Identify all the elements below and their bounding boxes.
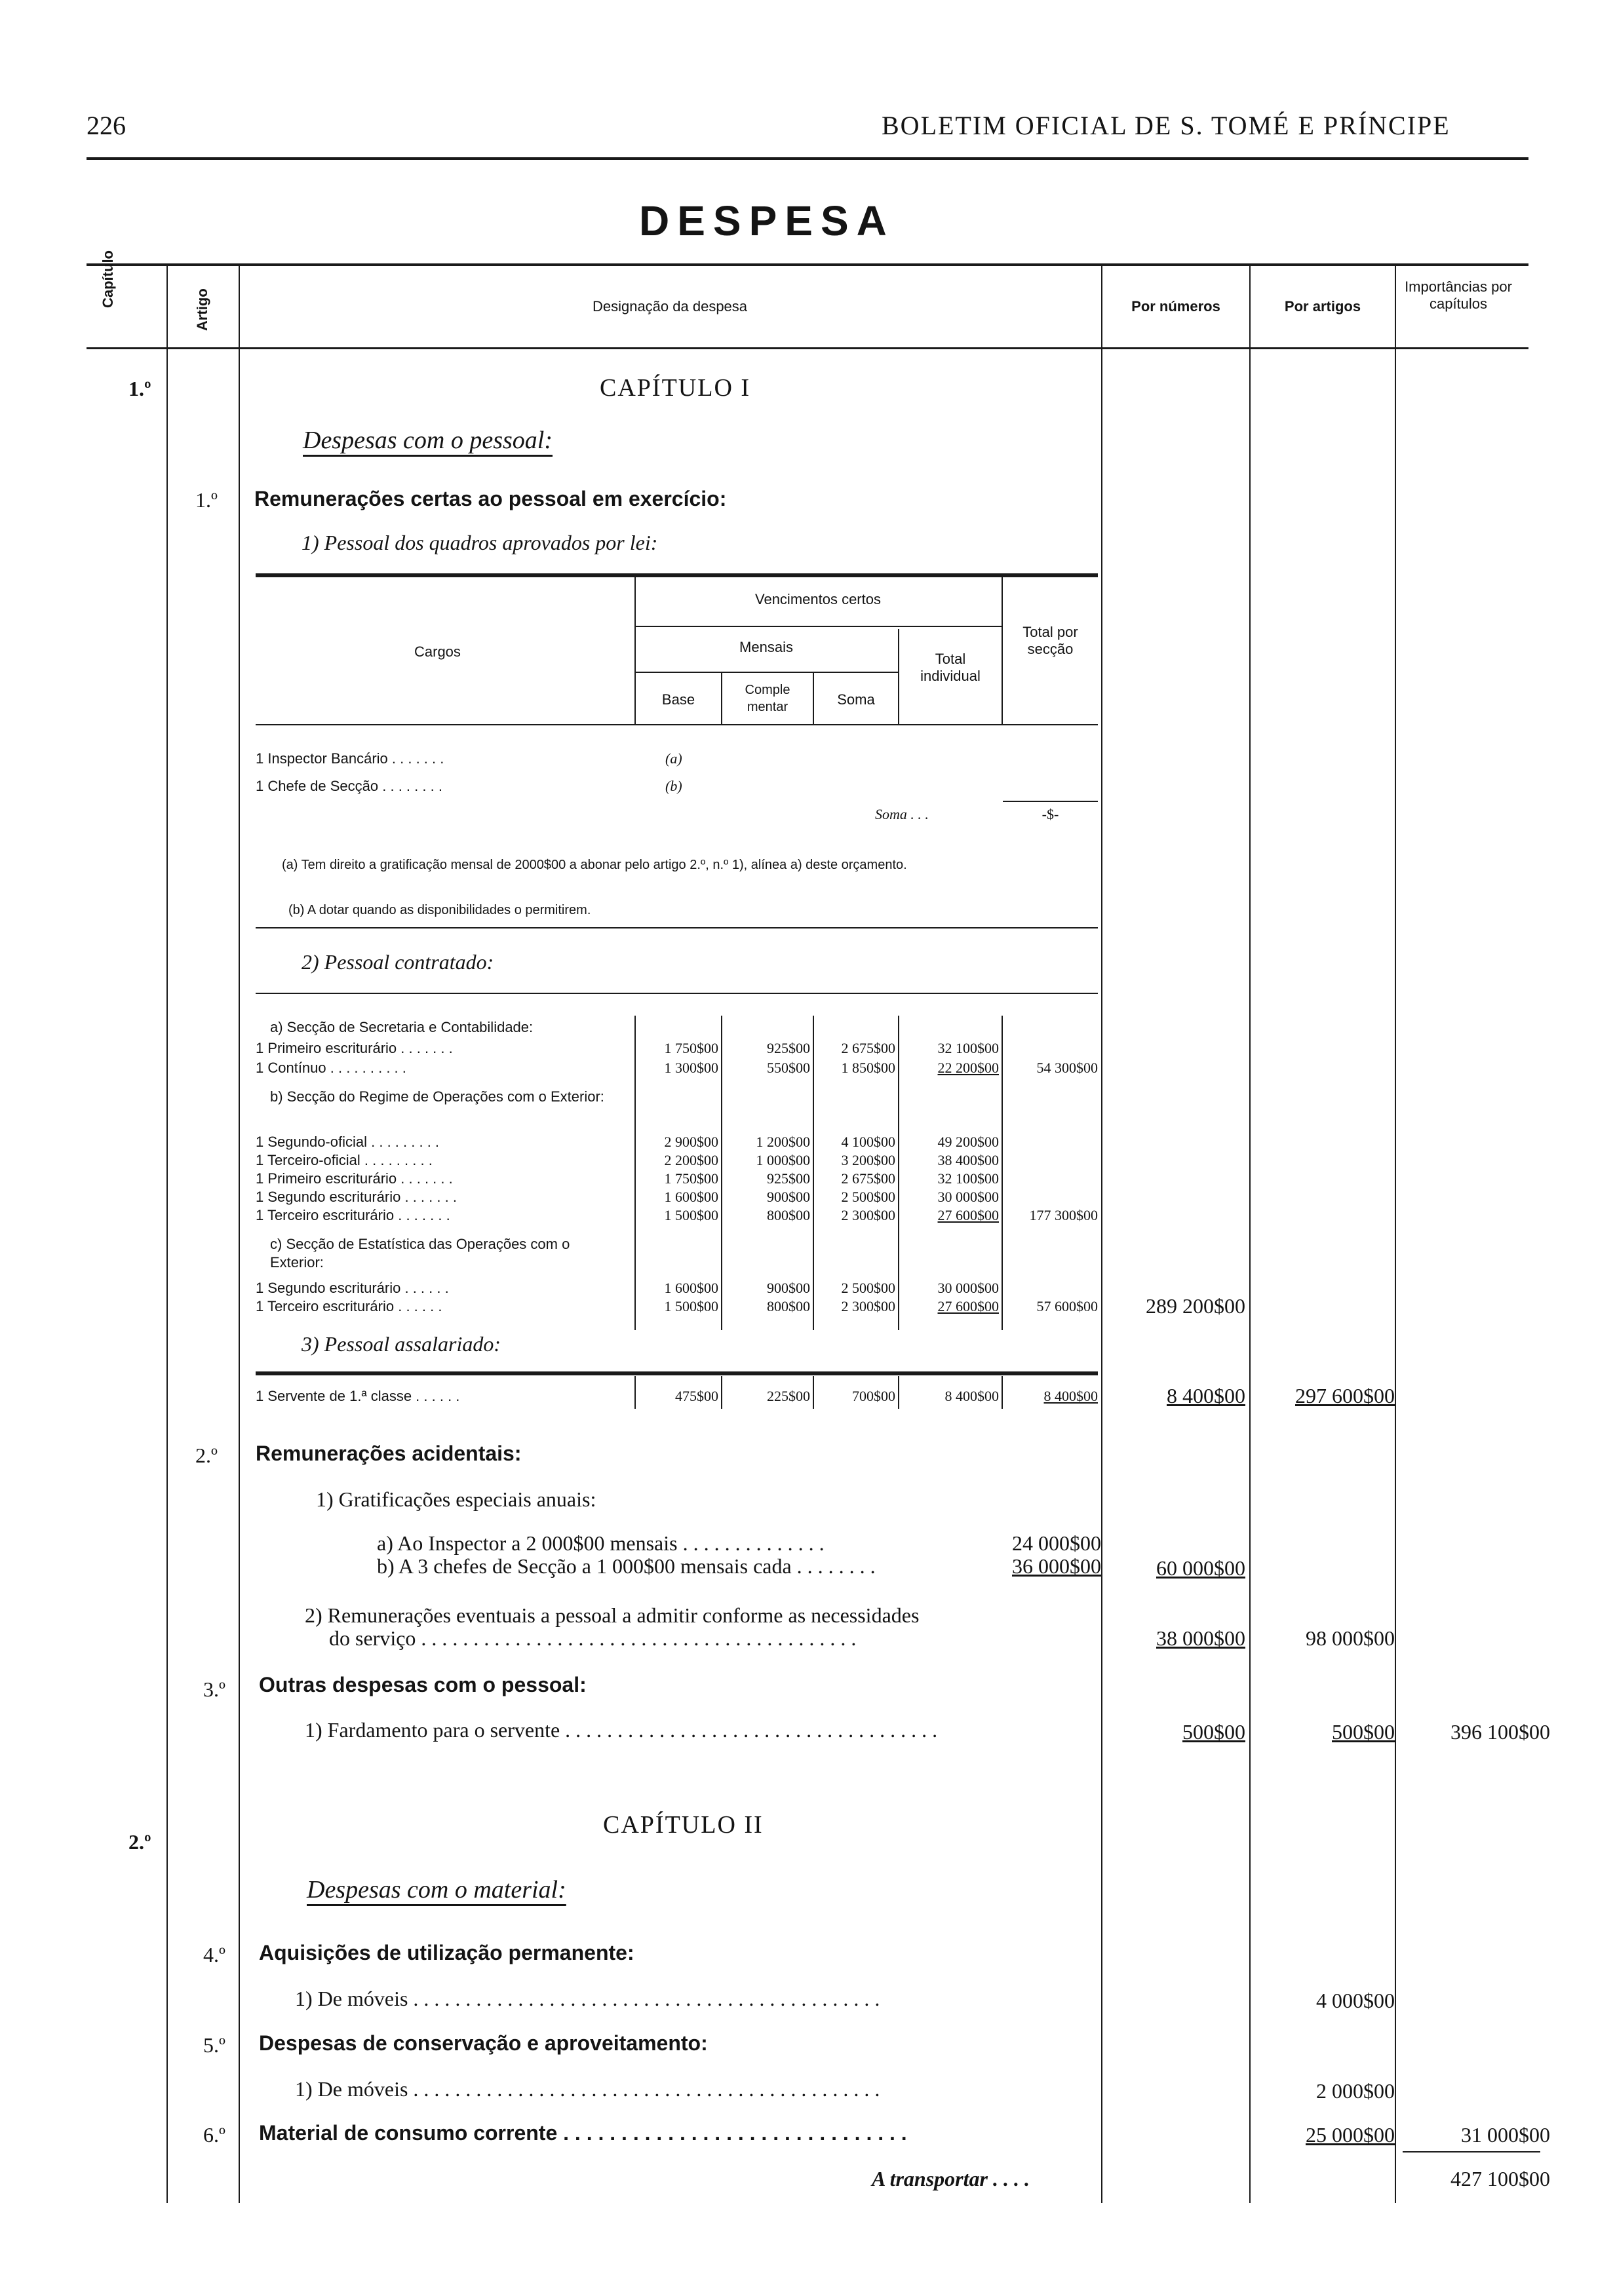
contratado-total: 289 200$00 bbox=[1146, 1294, 1245, 1318]
gratificacao-total: 60 000$00 bbox=[1156, 1556, 1245, 1580]
staff-row-soma: 2 500$00 bbox=[841, 1189, 895, 1205]
article-4-title: Aquisições de utilização permanente: bbox=[259, 1941, 634, 1964]
staff-row-base: 475$00 bbox=[675, 1388, 718, 1404]
quadro-head-base: Base bbox=[661, 691, 695, 708]
staff-row-total: 30 000$00 bbox=[937, 1189, 999, 1205]
header-rule bbox=[87, 157, 1528, 160]
staff-row-total: 27 600$00 bbox=[937, 1298, 999, 1314]
staff-row-soma: 4 100$00 bbox=[841, 1134, 895, 1150]
chapter-1-number: 1.º bbox=[128, 377, 151, 400]
staff-row-total: 22 200$00 bbox=[937, 1060, 999, 1076]
staff-row-label: 1 Terceiro escriturário . . . . . . bbox=[256, 1298, 442, 1314]
chapter-2-total: 31 000$00 bbox=[1461, 2123, 1550, 2147]
col-head-artigo: Artigo bbox=[194, 288, 210, 331]
group-a-title: a) Secção de Secretaria e Contabilidade: bbox=[270, 1019, 534, 1035]
article-1-number: 1.º bbox=[195, 488, 218, 512]
article-4-sub1: 1) De móveis . . . . . . . . . . . . . . . . . . . . . . . . . . . . . . . . . . . . . . . . . . . . . bbox=[295, 1987, 880, 2010]
quadro-head-compl: Complementar bbox=[745, 683, 790, 714]
table-header-rule bbox=[87, 347, 1528, 349]
article-2-sub1: 1) Gratificações especiais anuais: bbox=[316, 1487, 596, 1511]
col-head-importancias: Importâncias por capítulos bbox=[1405, 278, 1512, 312]
gratificacao-a-label: a) Ao Inspector a 2 000$00 mensais . . . . . . . . . . . . . . bbox=[377, 1531, 825, 1555]
col-divider-artigo bbox=[239, 263, 240, 2203]
staff-row-total: 27 600$00 bbox=[937, 1207, 999, 1223]
staff-row-total: 8 400$00 bbox=[944, 1388, 999, 1404]
staff-row-compl: 800$00 bbox=[767, 1298, 810, 1314]
quadro-head-soma: Soma bbox=[837, 691, 875, 708]
article-1-total: 297 600$00 bbox=[1295, 1384, 1395, 1407]
staff-row-soma: 3 200$00 bbox=[841, 1152, 895, 1168]
staff-row-base: 2 200$00 bbox=[664, 1152, 718, 1168]
contratado-top-rule bbox=[256, 993, 1098, 994]
staff-row-sec-total: 8 400$00 bbox=[1043, 1388, 1098, 1404]
staff-row-compl: 550$00 bbox=[767, 1060, 810, 1076]
transport-total: 427 100$00 bbox=[1450, 2167, 1550, 2191]
staff-row-label: 1 Segundo escriturário . . . . . . . bbox=[256, 1189, 457, 1205]
chapter-2-number: 2.º bbox=[128, 1830, 151, 1854]
staff-row-total: 38 400$00 bbox=[937, 1152, 999, 1168]
staff-row-soma: 700$00 bbox=[852, 1388, 895, 1404]
article-4-number: 4.º bbox=[203, 1943, 225, 1966]
gratificacao-b-value: 36 000$00 bbox=[1012, 1554, 1101, 1578]
staff-row-total: 49 200$00 bbox=[937, 1134, 999, 1150]
col-divider-capitulo bbox=[166, 263, 168, 2203]
article-2-sub2-cont: do serviço . . . . . . . . . . . . . . . . . . . . . . . . . . . . . . . . . . . . . . . . . . bbox=[329, 1626, 857, 1650]
col-head-artigos: Por artigos bbox=[1284, 298, 1361, 315]
staff-row-label: 1 Terceiro escriturário . . . . . . . bbox=[256, 1207, 450, 1223]
staff-row-label: 1 Terceiro-oficial . . . . . . . . . bbox=[256, 1152, 433, 1168]
chapter-2-heading: Despesas com o material: bbox=[307, 1876, 566, 1904]
staff-row-label: 1 Primeiro escriturário . . . . . . . bbox=[256, 1170, 453, 1187]
article-4-value: 4 000$00 bbox=[1316, 1989, 1395, 2012]
article-1-sub3: 3) Pessoal assalariado: bbox=[302, 1332, 501, 1356]
gratificacao-a-value: 24 000$00 bbox=[1012, 1531, 1101, 1555]
staff-row-base: 1 750$00 bbox=[664, 1040, 718, 1056]
journal-title: BOLETIM OFICIAL DE S. TOMÉ E PRÍNCIPE bbox=[882, 111, 1450, 140]
article-2-number: 2.º bbox=[195, 1444, 218, 1467]
chapter-2-title: CAPÍTULO II bbox=[603, 1811, 764, 1839]
staff-row-soma: 2 675$00 bbox=[841, 1170, 895, 1187]
quadro-row-note: (b) bbox=[665, 778, 682, 794]
quadro-soma-value: -$- bbox=[1041, 806, 1059, 822]
staff-row-compl: 925$00 bbox=[767, 1040, 810, 1056]
staff-row-compl: 1 000$00 bbox=[756, 1152, 810, 1168]
staff-row-sec-total: 54 300$00 bbox=[1036, 1060, 1098, 1076]
quadro-row-label: 1 Inspector Bancário . . . . . . . bbox=[256, 750, 444, 767]
section-title: DESPESA bbox=[639, 197, 895, 244]
staff-row-soma: 2 300$00 bbox=[841, 1207, 895, 1223]
quadro-head-venc: Vencimentos certos bbox=[755, 591, 881, 607]
staff-row-total: 32 100$00 bbox=[937, 1040, 999, 1056]
staff-row-compl: 800$00 bbox=[767, 1207, 810, 1223]
quadro-mensais-rule bbox=[634, 672, 898, 673]
quadro-head-mensais: Mensais bbox=[739, 639, 793, 655]
quadro-soma-rule bbox=[1003, 801, 1098, 802]
quadro-venc-rule bbox=[634, 626, 1002, 627]
staff-row-label: 1 Segundo-oficial . . . . . . . . . bbox=[256, 1134, 440, 1150]
staff-row-compl: 1 200$00 bbox=[756, 1134, 810, 1150]
staff-row-base: 2 900$00 bbox=[664, 1134, 718, 1150]
staff-row-base: 1 300$00 bbox=[664, 1060, 718, 1076]
quadro-top-rule bbox=[256, 573, 1098, 577]
col-head-designacao: Designação da despesa bbox=[592, 298, 748, 315]
article-2-sub2: 2) Remunerações eventuais a pessoal a admitir conforme as necessidades bbox=[305, 1603, 920, 1627]
staff-row-compl: 900$00 bbox=[767, 1189, 810, 1205]
quadro-soma-label: Soma . . . bbox=[875, 806, 929, 822]
staff-row-base: 1 500$00 bbox=[664, 1298, 718, 1314]
staff-row-soma: 2 675$00 bbox=[841, 1040, 895, 1056]
article-1-title: Remunerações certas ao pessoal em exercício: bbox=[254, 487, 727, 510]
article-6-number: 6.º bbox=[203, 2123, 225, 2147]
table-top-rule bbox=[87, 263, 1528, 266]
article-3-total: 500$00 bbox=[1332, 1720, 1395, 1744]
staff-row-label: 1 Contínuo . . . . . . . . . . bbox=[256, 1060, 406, 1076]
staff-row-label: 1 Servente de 1.ª classe . . . . . . bbox=[256, 1388, 460, 1404]
staff-row-base: 1 500$00 bbox=[664, 1207, 718, 1223]
staff-row-total: 32 100$00 bbox=[937, 1170, 999, 1187]
chapter-2-total-rule bbox=[1403, 2151, 1540, 2152]
article-5-title: Despesas de conservação e aproveitamento: bbox=[259, 2031, 708, 2055]
staff-row-compl: 900$00 bbox=[767, 1280, 810, 1296]
col-divider-numeros bbox=[1249, 263, 1251, 2203]
quadro-row-label: 1 Chefe de Secção . . . . . . . . bbox=[256, 778, 442, 794]
footnote-b: (b) A dotar quando as disponibilidades o permitirem. bbox=[288, 903, 591, 917]
article-5-sub1: 1) De móveis . . . . . . . . . . . . . . . . . . . . . . . . . . . . . . . . . . . . . . . . . . . . . bbox=[295, 2077, 880, 2101]
eventuais-value: 38 000$00 bbox=[1156, 1626, 1245, 1650]
article-5-value: 2 000$00 bbox=[1316, 2079, 1395, 2103]
footnote-a: (a) Tem direito a gratificação mensal de 2000$00 a abonar pelo artigo 2.º, n.º 1), alínea a) deste orçamento. bbox=[282, 858, 907, 872]
article-1-sub1: 1) Pessoal dos quadros aprovados por lei: bbox=[302, 531, 658, 554]
staff-row-label: 1 Primeiro escriturário . . . . . . . bbox=[256, 1040, 453, 1056]
article-3-number: 3.º bbox=[203, 1677, 225, 1701]
quadro-head-cargos: Cargos bbox=[414, 643, 461, 660]
fardamento-por-numeros: 500$00 bbox=[1182, 1720, 1245, 1744]
col-divider-designacao bbox=[1101, 263, 1102, 2203]
group-c-title: c) Secção de Estatística das Operações com o Exterior: bbox=[270, 1236, 570, 1271]
transport-label: A transportar . . . . bbox=[872, 2167, 1030, 2191]
staff-row-compl: 925$00 bbox=[767, 1170, 810, 1187]
assalariado-top-rule bbox=[256, 1371, 1098, 1375]
footnote-rule bbox=[256, 927, 1098, 928]
staff-row-base: 1 750$00 bbox=[664, 1170, 718, 1187]
col-head-numeros: Por números bbox=[1131, 298, 1220, 315]
staff-row-label: 1 Segundo escriturário . . . . . . bbox=[256, 1280, 449, 1296]
staff-row-base: 1 600$00 bbox=[664, 1189, 718, 1205]
quadro-head-bottom-rule bbox=[256, 724, 1098, 725]
quadro-row-note: (a) bbox=[665, 750, 682, 767]
article-3-sub1: 1) Fardamento para o servente . . . . . . . . . . . . . . . . . . . . . . . . . . . . . . . . . . . . bbox=[305, 1718, 938, 1742]
chapter-1-heading: Despesas com o pessoal: bbox=[303, 427, 553, 454]
article-6-title: Material de consumo corrente . . . . . . . . . . . . . . . . . . . . . . . . . . . . . . bbox=[259, 2121, 907, 2145]
staff-row-sec-total: 177 300$00 bbox=[1029, 1207, 1098, 1223]
article-1-sub2: 2) Pessoal contratado: bbox=[302, 950, 494, 974]
servente-por-numeros: 8 400$00 bbox=[1167, 1384, 1245, 1407]
article-2-total: 98 000$00 bbox=[1306, 1626, 1395, 1650]
staff-row-soma: 1 850$00 bbox=[841, 1060, 895, 1076]
article-5-number: 5.º bbox=[203, 2033, 225, 2057]
staff-row-soma: 2 300$00 bbox=[841, 1298, 895, 1314]
article-2-title: Remunerações acidentais: bbox=[256, 1442, 522, 1465]
chapter-1-total: 396 100$00 bbox=[1450, 1720, 1550, 1744]
page-number: 226 bbox=[87, 111, 126, 140]
quadro-head-total-sec: Total por secção bbox=[1022, 624, 1078, 657]
staff-row-compl: 225$00 bbox=[767, 1388, 810, 1404]
chapter-1-title: CAPÍTULO I bbox=[600, 374, 751, 402]
article-6-value: 25 000$00 bbox=[1306, 2123, 1395, 2147]
gratificacao-b-label: b) A 3 chefes de Secção a 1 000$00 mensais cada . . . . . . . . bbox=[377, 1554, 876, 1578]
staff-row-total: 30 000$00 bbox=[937, 1280, 999, 1296]
group-b-title: b) Secção do Regime de Operações com o Exterior: bbox=[270, 1088, 604, 1105]
col-divider-artigos bbox=[1395, 263, 1396, 2203]
quadro-head-total-ind: Total individual bbox=[920, 651, 981, 684]
staff-row-sec-total: 57 600$00 bbox=[1036, 1298, 1098, 1314]
staff-row-soma: 2 500$00 bbox=[841, 1280, 895, 1296]
col-head-capitulo: Capítulo bbox=[100, 250, 116, 308]
article-3-title: Outras despesas com o pessoal: bbox=[259, 1673, 587, 1696]
staff-row-base: 1 600$00 bbox=[664, 1280, 718, 1296]
